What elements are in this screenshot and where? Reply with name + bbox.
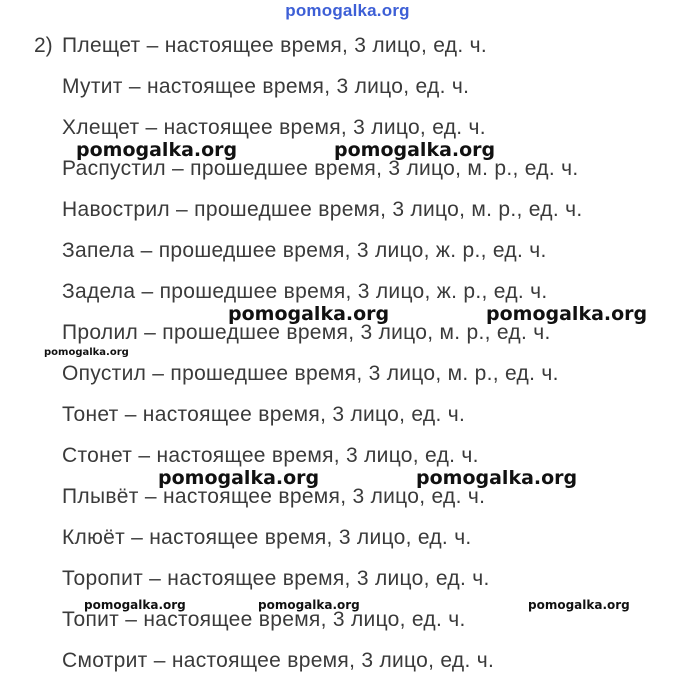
answer-line: Топит – настоящее время, 3 лицо, ед. ч.	[62, 608, 466, 631]
watermark-overlay: pomogalka.org	[416, 467, 578, 489]
answer-line: Задела – прошедшее время, 3 лицо, ж. р., ед. ч.	[62, 280, 548, 303]
answer-line: Клюёт – настоящее время, 3 лицо, ед. ч.	[62, 526, 472, 549]
watermark-overlay: pomogalka.org	[258, 598, 360, 612]
answer-line: Запела – прошедшее время, 3 лицо, ж. р., ед. ч.	[62, 239, 547, 262]
header-watermark: pomogalka.org	[285, 1, 410, 20]
answer-line: Пролил – прошедшее время, 3 лицо, м. р., ед. ч.	[62, 321, 551, 344]
answer-line: Тонет – настоящее время, 3 лицо, ед. ч.	[62, 403, 466, 426]
answer-list	[62, 32, 583, 688]
watermark-overlay: pomogalka.org	[76, 139, 238, 161]
watermark-overlay: pomogalka.org	[44, 347, 129, 358]
answer-line: Плывёт – настоящее время, 3 лицо, ед. ч.	[62, 485, 486, 508]
watermark-overlay: pomogalka.org	[228, 303, 390, 325]
answer-number: 2)	[34, 34, 53, 57]
answer-line: Навострил – прошедшее время, 3 лицо, м. р., ед. ч.	[62, 198, 583, 221]
answer-line: Мутит – настоящее время, 3 лицо, ед. ч.	[62, 75, 470, 98]
answer-line: Торопит – настоящее время, 3 лицо, ед. ч.	[62, 567, 490, 590]
watermark-overlay: pomogalka.org	[486, 303, 648, 325]
watermark-overlay: pomogalka.org	[158, 467, 320, 489]
watermark-overlay: pomogalka.org	[334, 139, 496, 161]
watermark-overlay: pomogalka.org	[84, 598, 186, 612]
answer-line: Смотрит – настоящее время, 3 лицо, ед. ч.	[62, 649, 495, 672]
answer-line: Распустил – прошедшее время, 3 лицо, м. р., ед. ч.	[62, 157, 579, 180]
answer-line: Опустил – прошедшее время, 3 лицо, м. р., ед. ч.	[62, 362, 559, 385]
answer-line: Хлещет – настоящее время, 3 лицо, ед. ч.	[62, 116, 486, 139]
watermark-overlay: pomogalka.org	[528, 598, 630, 612]
answer-line: Плещет – настоящее время, 3 лицо, ед. ч.	[62, 34, 488, 57]
answer-line: Стонет – настоящее время, 3 лицо, ед. ч.	[62, 444, 479, 467]
